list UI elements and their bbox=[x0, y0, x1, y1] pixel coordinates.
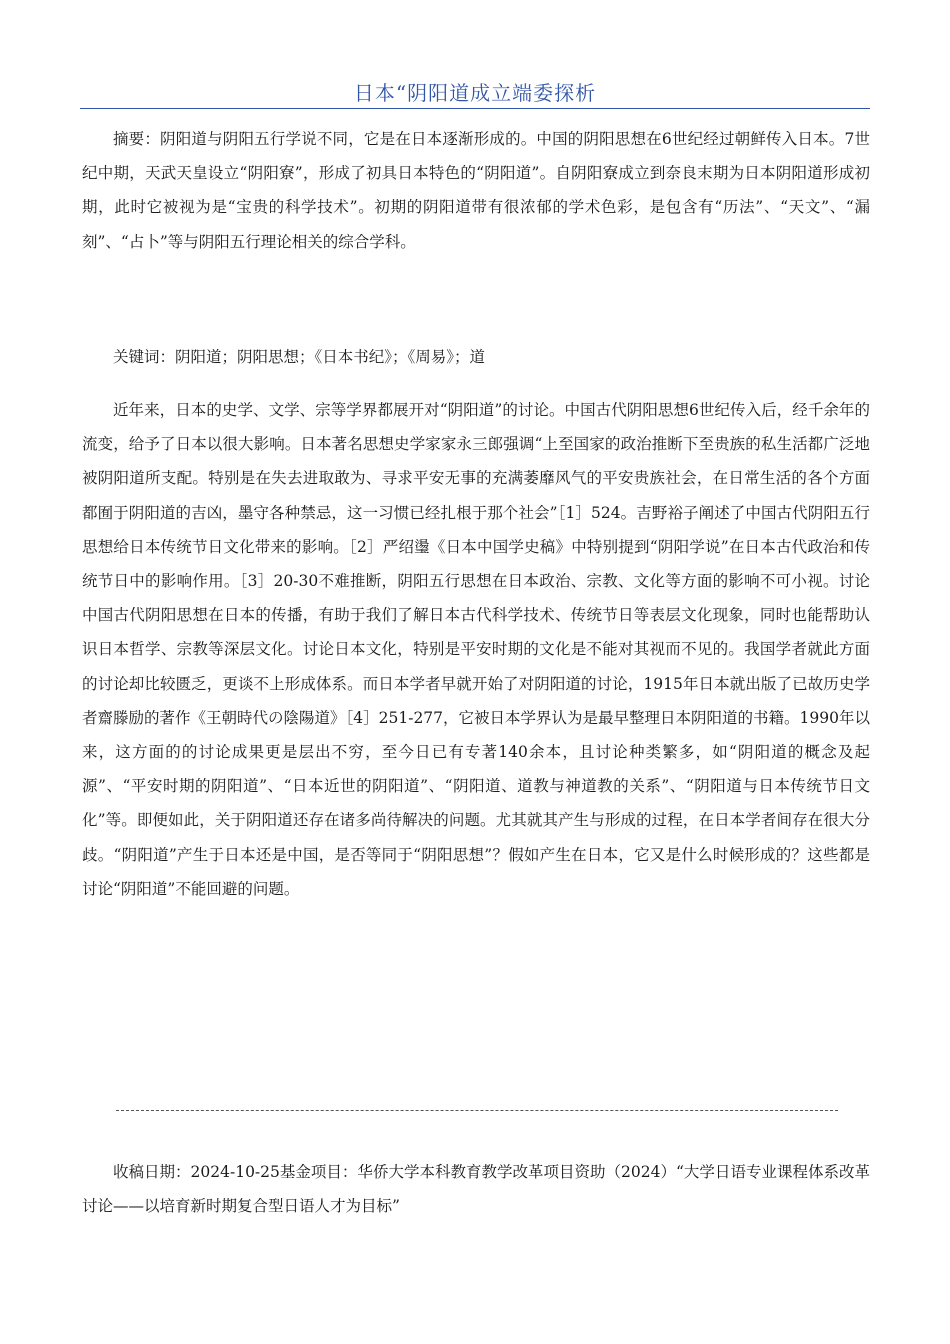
title-underline bbox=[80, 108, 870, 109]
article-title: 日本“阴阳道成立端委探析 bbox=[353, 81, 597, 105]
received-date-note: 收稿日期：2024-10-25基金项目：华侨大学本科教育教学改革项目资助（2024）“大学日语专业课程体系改革讨论——以培育新时期复合型日语人才为目标” bbox=[82, 1163, 870, 1216]
body-paragraph: 近年来，日本的史学、文学、宗等学界都展开对“阴阳道”的讨论。中国古代阴阳思想6世纪传入后，经千余年的流变，给予了日本以很大影响。日本著名思想史学家家永三郎强调“上至国家的政治推断下至贵族的私生活都广泛地被阴阳道所支配。特别是在失去进取敢为、寻求平安无事的充满萎靡风气的平安贵族社会，在日常生活的各个方面都囿于阴阳道的吉凶，墨守各种禁忌，这一习惯已经扎根于那个社会”［1］524。吉野裕子阐述了中国古代阴阳五行思想给日本传统节日文化带来的影响。［2］严绍璗《日本中国学史稿》中特别提到“阴阳学说”在日本古代政治和传统节日中的影响作用。［3］20-30不难推断，阴阳五行思想在日本政治、宗教、文化等方面的影响不可小视。讨论中国古代阴阳思想在日本的传播，有助于我们了解日本古代科学技术、传统节日等表层文化现象，同时也能帮助认识日本哲学、宗教等深层文化。讨论日本文化，特别是平安时期的文化是不能对其视而不见的。我国学者就此方面的讨论却比较匮乏，更谈不上形成体系。而日本学者早就开始了对阴阳道的讨论，1915年日本就出版了已故历史学者齋滕励的著作《王朝時代の陰陽道》［4］251-277，它被日本学界认为是最早整理日本阴阳道的书籍。1990年以来，这方面的的讨论成果更是层出不穷，至今日已有专著140余本，且讨论种类繁多，如“阴阳道的概念及起源”、“平安时期的阴阳道”、“日本近世的阴阳道”、“阴阳道、道教与神道教的关系”、“阴阳道与日本传统节日文化”等。即便如此，关于阴阳道还存在诸多尚待解决的问题。尤其就其产生与形成的过程，在日本学者间存在很大分歧。“阴阳道”产生于日本还是中国，是否等同于“阴阳思想”？假如产生在日本，它又是什么时候形成的？这些都是讨论“阴阳道”不能回避的问题。 bbox=[82, 401, 870, 898]
abstract-paragraph: 摘要：阴阳道与阴阳五行学说不同，它是在日本逐渐形成的。中国的阴阳思想在6世纪经过朝鲜传入日本。7世纪中期，天武天皇设立“阴阳寮”，形成了初具日本特色的“阴阳道”。自阴阳寮成立到奈良末期为日本阴阳道形成初期，此时它被视为是“宝贵的科学技术”。初期的阴阳道带有很浓郁的学术色彩，是包含有“历法”、“天文”、“漏刻”、“占卜”等与阴阳五行理论相关的综合学科。 bbox=[82, 130, 870, 251]
keywords-paragraph: 关键词：阴阳道；阴阳思想；《日本书纪》；《周易》；道 bbox=[113, 348, 486, 366]
footnote-separator bbox=[116, 1110, 838, 1111]
